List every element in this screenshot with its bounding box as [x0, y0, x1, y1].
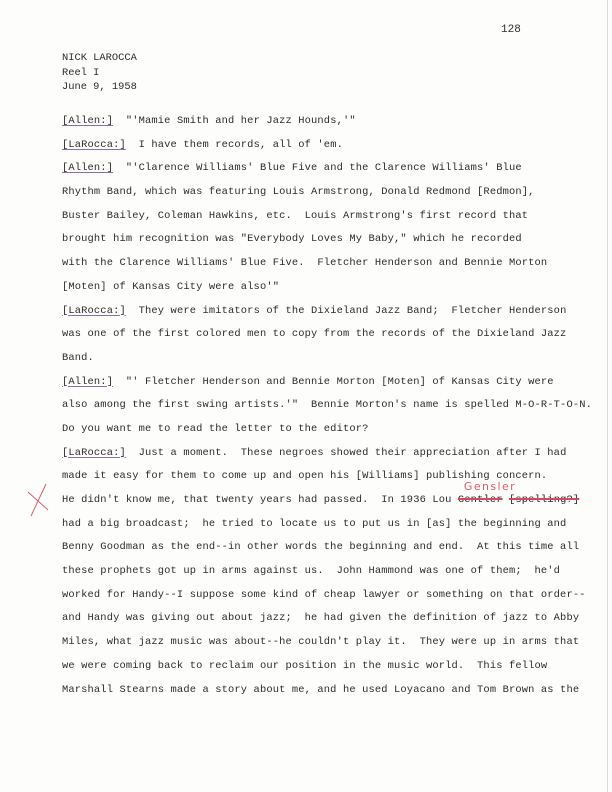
line-text: with the Clarence Williams' Blue Five. Fletcher Henderson and Bennie Morton: [62, 257, 548, 270]
line-text: brought him recognition was "Everybody Loves My Baby," which he recorded: [62, 233, 522, 246]
transcript-line: [62, 134, 602, 158]
reel-label: Reel I: [62, 66, 100, 79]
line-text: Band.: [62, 351, 94, 364]
line-text: we were coming back to reclaim our position in the music world. This fellow: [62, 659, 548, 672]
line-text: Rhythm Band, which was featuring Louis Armstrong, Donald Redmond [Redmon],: [62, 186, 535, 199]
line-text: "' Fletcher Henderson and Bennie Morton [Moten] of Kansas City were: [113, 375, 554, 388]
transcript-line: [62, 110, 602, 134]
speaker-label: [Allen:]: [62, 375, 114, 388]
transcript-line: [62, 228, 602, 252]
transcript-line: [62, 442, 602, 466]
line-text: also among the first swing artists.'" Bennie Morton's name is spelled M-O-R-T-O-N.: [62, 399, 592, 412]
line-text: "'Clarence Williams' Blue Five and the Clarence Williams' Blue: [113, 162, 522, 175]
line-text: They were imitators of the Dixieland Jazz Band; Fletcher Henderson: [125, 304, 567, 317]
line-text: worked for Handy--I suppose some kind of cheap lawyer or something on that order--: [62, 588, 586, 601]
transcript-line: [62, 181, 602, 205]
transcript-line: [62, 536, 602, 560]
line-text: Do you want me to read the letter to the editor?: [62, 422, 369, 435]
transcript-line: [62, 347, 602, 371]
transcript-line: [62, 418, 602, 442]
line-text: Miles, what jazz music was about--he couldn't play it. They were up in arms that: [62, 636, 580, 649]
transcript-line: [62, 157, 602, 181]
speaker-label: [Allen:]: [62, 162, 114, 175]
line-text: made it easy for them to come up and open his [Williams] publishing concern.: [62, 470, 548, 483]
transcript-line: [62, 513, 602, 537]
page-edge: [607, 0, 608, 792]
speaker-label: [LaRocca:]: [62, 138, 126, 151]
transcript-line: [62, 205, 602, 229]
line-text: was one of the first colored men to copy from the records of the Dixieland Jazz: [62, 328, 567, 341]
speaker-label: [LaRocca:]: [62, 304, 126, 317]
transcript-line: [62, 300, 602, 324]
transcript-line: [62, 276, 602, 300]
transcript-line: [62, 465, 602, 489]
margin-x-stroke-2: [28, 492, 48, 510]
line-text: He didn't know me, that twenty years had passed. In 1936 Lou: [62, 494, 458, 506]
speaker-label: [Allen:]: [62, 115, 114, 127]
line-text: had a big broadcast; he tried to locate us to put us in [as] the beginning and: [62, 517, 567, 530]
struck-spelling-note: [spelling?]: [509, 494, 580, 506]
line-text: Buster Bailey, Coleman Hawkins, etc. Louis Armstrong's first record that: [62, 209, 529, 222]
handwritten-correction: Gensler: [463, 480, 517, 493]
interview-date: June 9, 1958: [62, 81, 137, 93]
transcript-line: [62, 584, 602, 608]
margin-x-mark: [26, 482, 50, 518]
line-text: these prophets got up in arms against us. John Hammond was one of them; he'd: [62, 565, 561, 578]
line-text: Benny Goodman as the end--in other words the beginning and end. At this time all: [62, 541, 580, 554]
interviewee-name: NICK LAROCCA: [62, 52, 137, 64]
speaker-label: [LaRocca:]: [62, 446, 126, 459]
struck-name: Gentler: [457, 494, 503, 506]
transcript-line: [62, 394, 602, 418]
transcript-body: [62, 110, 602, 702]
line-text: I have them records, all of 'em.: [125, 138, 343, 151]
line-text: "'Mamie Smith and her Jazz Hounds,'": [113, 115, 356, 127]
transcript-header: [62, 51, 137, 95]
line-text: Marshall Stearns made a story about me, and he used Loyacano and Tom Brown as the: [62, 683, 580, 696]
transcript-line: [62, 323, 602, 347]
transcript-line: [62, 607, 602, 631]
transcript-line: [62, 371, 602, 395]
transcript-line: [62, 480, 602, 513]
page-number: 128: [501, 24, 521, 36]
transcript-line: [62, 252, 602, 276]
line-text: Just a moment. These negroes showed their appreciation after I had: [125, 446, 567, 459]
name-correction: [457, 480, 517, 513]
line-text: and Handy was giving out about jazz; he had given the definition of jazz to Abby: [62, 612, 580, 625]
margin-x-stroke-1: [31, 484, 46, 516]
transcript-line: [62, 679, 602, 703]
line-text: [Moten] of Kansas City were also'": [62, 280, 280, 293]
transcript-line: [62, 560, 602, 584]
transcript-line: [62, 631, 602, 655]
transcript-line: [62, 655, 602, 679]
